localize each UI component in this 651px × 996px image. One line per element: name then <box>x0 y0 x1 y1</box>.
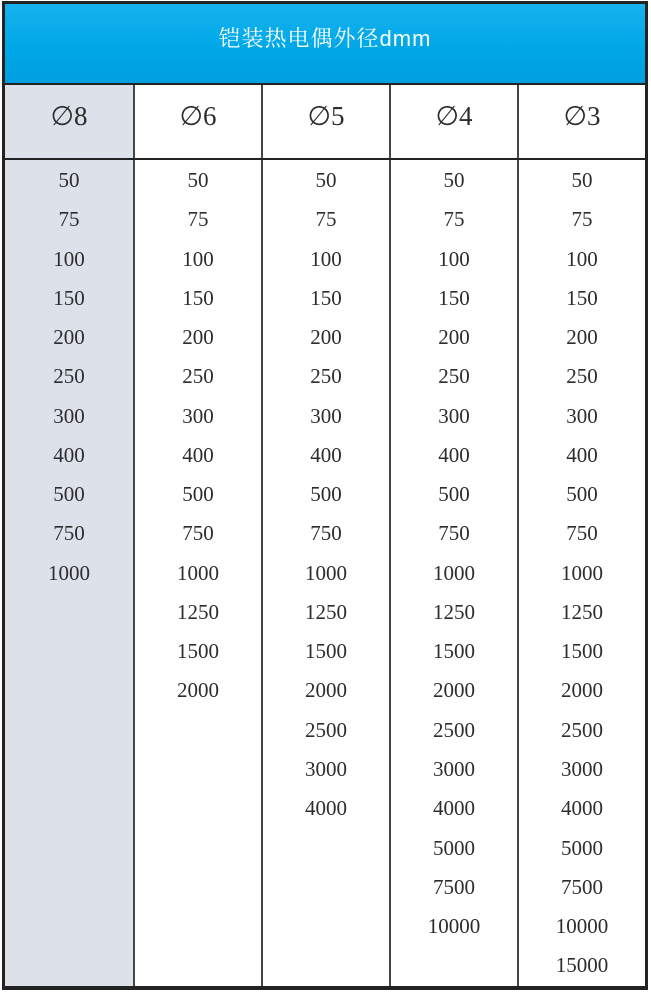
length-value: 50 <box>187 168 209 192</box>
length-value: 300 <box>182 403 214 428</box>
length-value: 50 <box>315 168 337 192</box>
table-title-bar <box>5 4 645 85</box>
length-value: 200 <box>182 325 214 350</box>
table-title: 铠装热电偶外径dmm <box>218 26 432 51</box>
column-values-d4 <box>389 160 517 986</box>
length-value: 1000 <box>305 560 347 585</box>
length-value: 1500 <box>177 639 219 664</box>
length-value: 2500 <box>305 717 347 742</box>
length-value: 10000 <box>555 914 609 939</box>
length-value: 750 <box>53 521 85 546</box>
column-header-d4: ∅4 <box>389 85 517 158</box>
length-value: 2000 <box>177 678 219 703</box>
length-value: 250 <box>53 364 85 389</box>
length-value: 250 <box>310 364 342 389</box>
length-value: 200 <box>53 325 85 350</box>
length-value: 500 <box>182 482 214 507</box>
length-value: 1250 <box>177 599 219 624</box>
column-header-d8: ∅8 <box>5 85 133 158</box>
column-values-d8 <box>5 160 133 986</box>
length-value: 250 <box>182 364 214 389</box>
length-value: 500 <box>53 482 85 507</box>
length-value: 500 <box>438 482 470 507</box>
length-value: 2000 <box>433 678 475 703</box>
length-value: 1250 <box>305 599 347 624</box>
length-value: 4000 <box>561 796 603 821</box>
length-value: 250 <box>566 364 598 389</box>
length-value: 1000 <box>48 560 90 585</box>
column-values-d3 <box>517 160 645 986</box>
column-values-d5 <box>261 160 389 986</box>
length-value: 2000 <box>561 678 603 703</box>
length-value: 750 <box>566 521 598 546</box>
column-header-d6: ∅6 <box>133 85 261 158</box>
length-value: 75 <box>443 207 465 232</box>
length-value: 150 <box>566 285 598 310</box>
length-value: 100 <box>438 246 470 271</box>
length-value: 100 <box>566 246 598 271</box>
length-value: 150 <box>438 285 470 310</box>
length-value: 300 <box>438 403 470 428</box>
length-value: 50 <box>443 168 465 192</box>
length-value: 75 <box>187 207 209 232</box>
column-header-row <box>5 85 645 160</box>
length-value: 1250 <box>561 599 603 624</box>
column-values-d6 <box>133 160 261 986</box>
thermocouple-diameter-table <box>2 1 648 990</box>
length-value: 50 <box>571 168 593 192</box>
length-value: 4000 <box>305 796 347 821</box>
column-header-d5: ∅5 <box>261 85 389 158</box>
length-value: 200 <box>438 325 470 350</box>
length-value: 2500 <box>561 717 603 742</box>
length-value: 200 <box>310 325 342 350</box>
length-value: 10000 <box>427 914 481 939</box>
length-value: 500 <box>566 482 598 507</box>
length-value: 750 <box>438 521 470 546</box>
length-value: 100 <box>53 246 85 271</box>
length-value: 1500 <box>305 639 347 664</box>
length-value: 1250 <box>433 599 475 624</box>
length-value: 400 <box>182 442 214 467</box>
length-value: 2500 <box>433 717 475 742</box>
length-value: 75 <box>571 207 593 232</box>
length-value: 500 <box>310 482 342 507</box>
length-value: 1500 <box>561 639 603 664</box>
column-header-d3: ∅3 <box>517 85 645 158</box>
length-value: 7500 <box>561 874 603 899</box>
length-value: 7500 <box>433 874 475 899</box>
length-value: 200 <box>566 325 598 350</box>
length-value: 100 <box>310 246 342 271</box>
length-value: 15000 <box>555 953 609 978</box>
length-value: 400 <box>438 442 470 467</box>
length-value: 300 <box>310 403 342 428</box>
length-value: 5000 <box>561 835 603 860</box>
length-value: 1000 <box>433 560 475 585</box>
length-value: 75 <box>58 207 80 232</box>
length-value: 1500 <box>433 639 475 664</box>
length-value: 150 <box>53 285 85 310</box>
length-value: 3000 <box>305 756 347 781</box>
length-value: 4000 <box>433 796 475 821</box>
length-value: 1000 <box>177 560 219 585</box>
length-value: 400 <box>53 442 85 467</box>
length-value: 150 <box>310 285 342 310</box>
length-value: 3000 <box>561 756 603 781</box>
length-value: 400 <box>566 442 598 467</box>
length-value: 750 <box>182 521 214 546</box>
length-value: 50 <box>58 168 80 192</box>
length-value: 300 <box>566 403 598 428</box>
length-value: 5000 <box>433 835 475 860</box>
length-value: 300 <box>53 403 85 428</box>
length-value: 1000 <box>561 560 603 585</box>
length-value: 100 <box>182 246 214 271</box>
length-value: 2000 <box>305 678 347 703</box>
table-body <box>5 160 645 986</box>
length-value: 3000 <box>433 756 475 781</box>
length-value: 750 <box>310 521 342 546</box>
length-value: 250 <box>438 364 470 389</box>
length-value: 400 <box>310 442 342 467</box>
length-value: 150 <box>182 285 214 310</box>
length-value: 75 <box>315 207 337 232</box>
